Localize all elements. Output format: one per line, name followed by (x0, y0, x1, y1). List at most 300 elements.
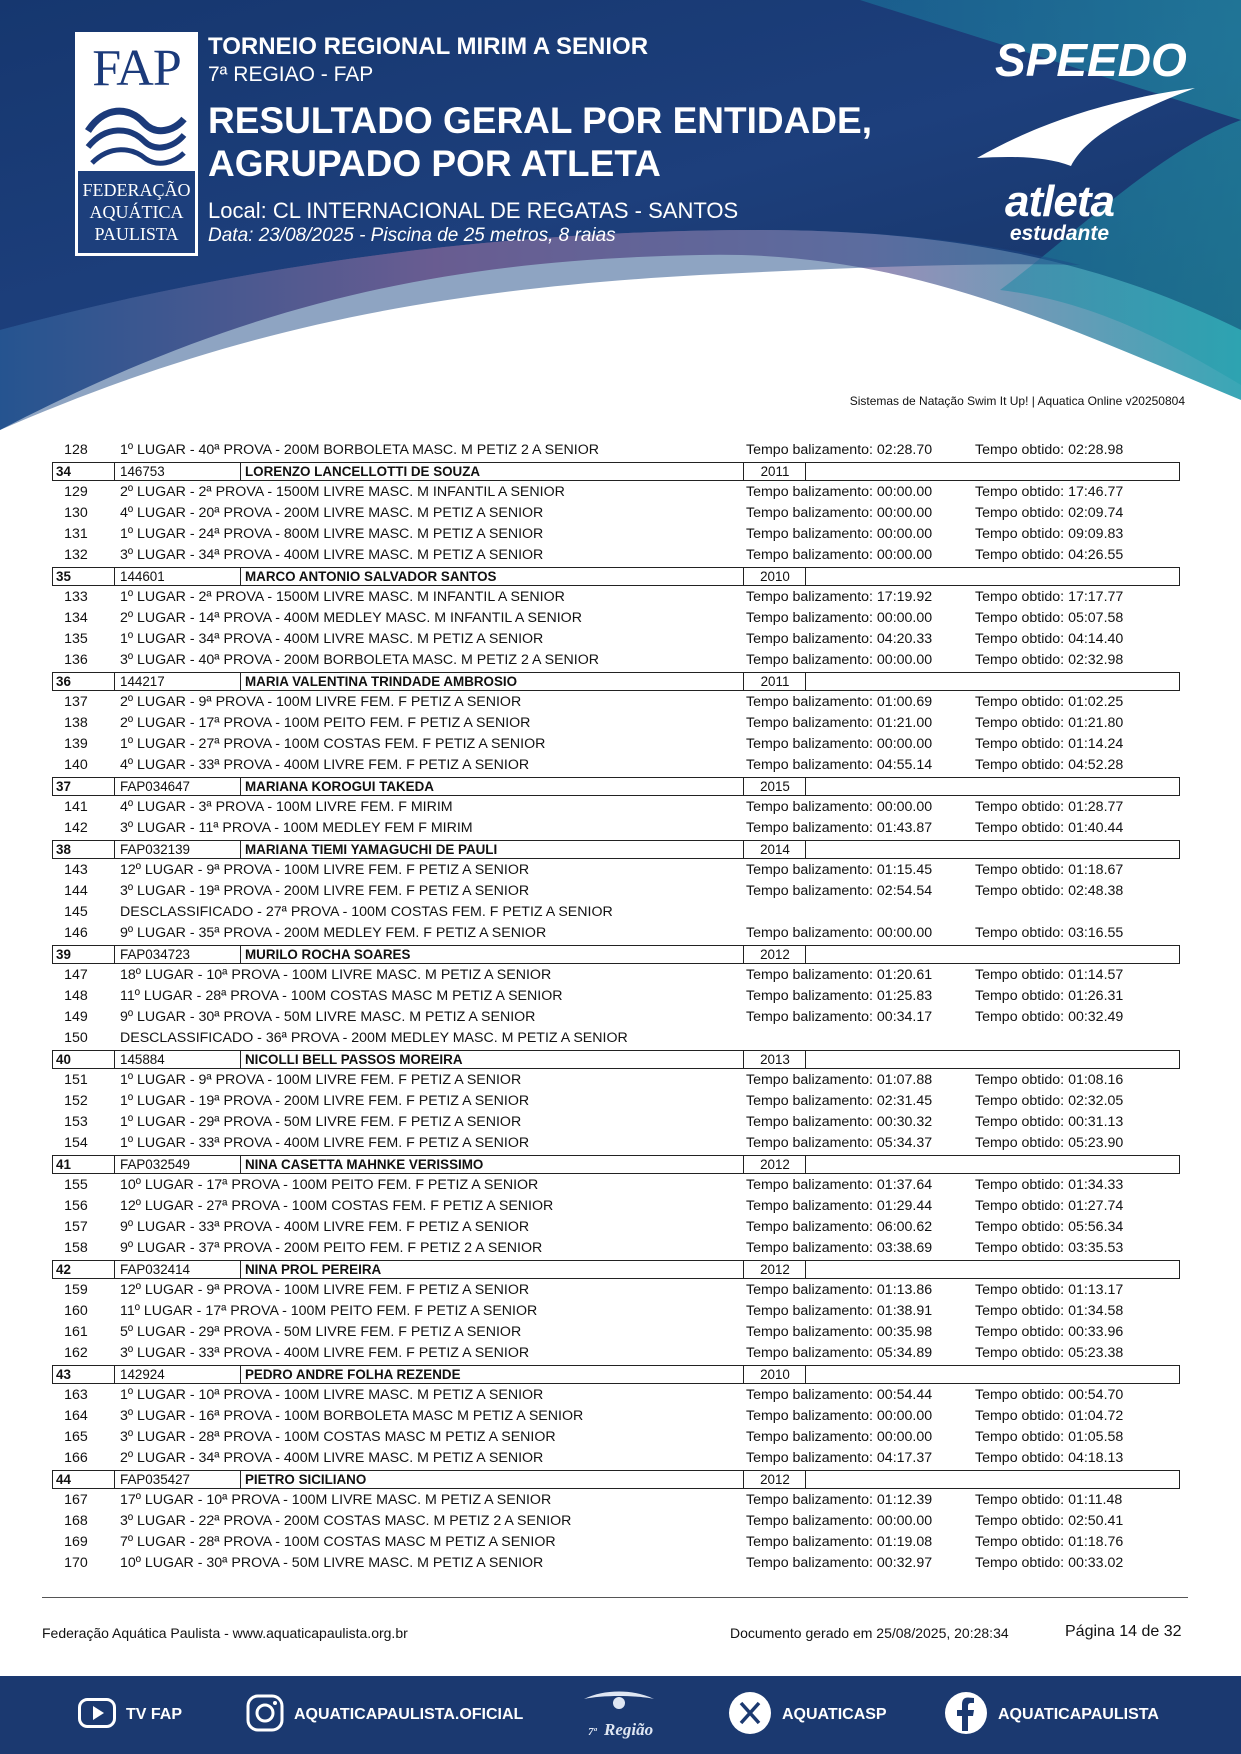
result-row (52, 1112, 1180, 1133)
result-description: 3º LUGAR - 34ª PROVA - 400M LIVRE MASC. M PETIZ A SENIOR (120, 547, 544, 563)
athlete-birth-year: 2014 (745, 841, 806, 858)
result-index: 157 (64, 1219, 88, 1235)
final-time: Tempo obtido: 01:13.17 (975, 1282, 1124, 1298)
athlete-birth-year: 2012 (745, 1156, 806, 1173)
final-time: Tempo obtido: 00:54.70 (975, 1387, 1124, 1403)
result-index: 154 (64, 1135, 88, 1151)
result-index: 167 (64, 1492, 88, 1508)
athlete-number: 34 (56, 463, 115, 480)
athlete-birth-year: 2015 (745, 778, 806, 795)
seed-time: Tempo balizamento: 02:31.45 (746, 1093, 933, 1109)
athlete-name: MURILO ROCHA SOARES (242, 946, 744, 963)
final-time: Tempo obtido: 05:23.90 (975, 1135, 1124, 1151)
result-index: 158 (64, 1240, 88, 1256)
result-index: 153 (64, 1114, 88, 1130)
athlete-header-row (52, 777, 1180, 796)
result-row (52, 1490, 1180, 1511)
fap-waves-icon (84, 101, 189, 171)
result-description: 3º LUGAR - 11ª PROVA - 100M MEDLEY FEM F MIRIM (120, 820, 473, 836)
athlete-registration: 142924 (116, 1366, 241, 1383)
result-description: 1º LUGAR - 19ª PROVA - 200M LIVRE FEM. F PETIZ A SENIOR (120, 1093, 530, 1109)
athlete-name: NICOLLI BELL PASSOS MOREIRA (242, 1051, 744, 1068)
athlete-name: PIETRO SICILIANO (242, 1471, 744, 1488)
result-index: 161 (64, 1324, 88, 1340)
result-description: 2º LUGAR - 9ª PROVA - 100M LIVRE FEM. F PETIZ A SENIOR (120, 694, 522, 710)
footer-generated: Documento gerado em 25/08/2025, 20:28:34 (730, 1625, 1009, 1641)
result-index: 150 (64, 1030, 88, 1046)
athlete-registration: FAP035427 (116, 1471, 241, 1488)
result-index: 139 (64, 736, 88, 752)
fap-caption-line: FEDERAÇÃO (82, 180, 191, 200)
result-description: 10º LUGAR - 17ª PROVA - 100M PEITO FEM. F PETIZ A SENIOR (120, 1177, 539, 1193)
regiao-prefix: 7ª (588, 1725, 597, 1738)
result-description: 3º LUGAR - 16ª PROVA - 100M BORBOLETA MASC M PETIZ A SENIOR (120, 1408, 584, 1424)
result-row (52, 1322, 1180, 1343)
athlete-number: 43 (56, 1366, 115, 1383)
event-date: Data: 23/08/2025 - Piscina de 25 metros, 8 raias (208, 225, 616, 246)
seed-time: Tempo balizamento: 00:00.00 (746, 1429, 933, 1445)
athlete-number: 37 (56, 778, 115, 795)
result-index: 159 (64, 1282, 88, 1298)
result-description: 2º LUGAR - 14ª PROVA - 400M MEDLEY MASC. M INFANTIL A SENIOR (120, 610, 582, 626)
athlete-registration: 145884 (116, 1051, 241, 1068)
result-index: 136 (64, 652, 88, 668)
result-row (52, 1238, 1180, 1259)
result-description: 1º LUGAR - 40ª PROVA - 200M BORBOLETA MASC. M PETIZ 2 A SENIOR (120, 442, 600, 458)
seed-time: Tempo balizamento: 00:34.17 (746, 1009, 933, 1025)
result-row (52, 1280, 1180, 1301)
final-time: Tempo obtido: 01:26.31 (975, 988, 1124, 1004)
athlete-birth-year: 2010 (745, 568, 806, 585)
result-description: 1º LUGAR - 29ª PROVA - 50M LIVRE FEM. F PETIZ A SENIOR (120, 1114, 522, 1130)
athlete-number: 35 (56, 568, 115, 585)
result-row (52, 755, 1180, 776)
result-description: 3º LUGAR - 28ª PROVA - 100M COSTAS MASC M PETIZ A SENIOR (120, 1429, 556, 1445)
result-row (52, 503, 1180, 524)
final-time: Tempo obtido: 04:14.40 (975, 631, 1124, 647)
result-index: 152 (64, 1093, 88, 1109)
seed-time: Tempo balizamento: 00:00.00 (746, 799, 933, 815)
final-time: Tempo obtido: 01:34.33 (975, 1177, 1124, 1193)
social-instagram[interactable] (246, 1676, 523, 1754)
final-time: Tempo obtido: 17:46.77 (975, 484, 1124, 500)
result-description: 11º LUGAR - 17ª PROVA - 100M PEITO FEM. F PETIZ A SENIOR (120, 1303, 538, 1319)
final-time: Tempo obtido: 00:33.02 (975, 1555, 1124, 1571)
result-description: 17º LUGAR - 10ª PROVA - 100M LIVRE MASC. M PETIZ A SENIOR (120, 1492, 552, 1508)
result-description: 12º LUGAR - 9ª PROVA - 100M LIVRE FEM. F PETIZ A SENIOR (120, 1282, 530, 1298)
final-time: Tempo obtido: 05:07.58 (975, 610, 1124, 626)
seed-time: Tempo balizamento: 04:20.33 (746, 631, 933, 647)
result-description: 1º LUGAR - 2ª PROVA - 1500M LIVRE MASC. M INFANTIL A SENIOR (120, 589, 565, 605)
result-row (52, 713, 1180, 734)
result-row (52, 1427, 1180, 1448)
final-time: Tempo obtido: 02:48.38 (975, 883, 1124, 899)
final-time: Tempo obtido: 01:34.58 (975, 1303, 1124, 1319)
fap-logo-caption (78, 179, 195, 245)
result-row (52, 1406, 1180, 1427)
final-time: Tempo obtido: 01:14.57 (975, 967, 1124, 983)
result-description: 10º LUGAR - 30ª PROVA - 50M LIVRE MASC. M PETIZ A SENIOR (120, 1555, 544, 1571)
result-row (52, 629, 1180, 650)
seed-time: Tempo balizamento: 00:00.00 (746, 547, 933, 563)
athlete-registration: FAP032414 (116, 1261, 241, 1278)
final-time: Tempo obtido: 02:32.98 (975, 652, 1124, 668)
result-description: 11º LUGAR - 28ª PROVA - 100M COSTAS MASC M PETIZ A SENIOR (120, 988, 563, 1004)
seed-time: Tempo balizamento: 02:54.54 (746, 883, 933, 899)
result-row (52, 1301, 1180, 1322)
result-index: 162 (64, 1345, 88, 1361)
seed-time: Tempo balizamento: 17:19.92 (746, 589, 933, 605)
result-row (52, 1343, 1180, 1364)
result-description: 4º LUGAR - 3ª PROVA - 100M LIVRE FEM. F MIRIM (120, 799, 453, 815)
page-number: Página 14 de 32 (1065, 1623, 1182, 1640)
speedo-boomerang-icon (977, 88, 1195, 166)
result-index: 131 (64, 526, 88, 542)
seed-time: Tempo balizamento: 00:00.00 (746, 526, 933, 542)
result-row (52, 650, 1180, 671)
athlete-number: 36 (56, 673, 115, 690)
seed-time: Tempo balizamento: 01:12.39 (746, 1492, 933, 1508)
result-index: 160 (64, 1303, 88, 1319)
result-row (52, 1511, 1180, 1532)
result-index: 151 (64, 1072, 88, 1088)
result-description: 3º LUGAR - 40ª PROVA - 200M BORBOLETA MASC. M PETIZ 2 A SENIOR (120, 652, 600, 668)
result-index: 129 (64, 484, 88, 500)
athlete-name: MARIA VALENTINA TRINDADE AMBROSIO (242, 673, 744, 690)
result-row (52, 1385, 1180, 1406)
result-index: 138 (64, 715, 88, 731)
youtube-icon (78, 1698, 116, 1733)
fap-logo-letters: FAP (92, 40, 181, 97)
final-time: Tempo obtido: 05:56.34 (975, 1219, 1124, 1235)
athlete-header-row (52, 945, 1180, 964)
athlete-birth-year: 2011 (745, 673, 806, 690)
result-row (52, 1175, 1180, 1196)
result-index: 148 (64, 988, 88, 1004)
seed-time: Tempo balizamento: 03:38.69 (746, 1240, 933, 1256)
final-time: Tempo obtido: 00:32.49 (975, 1009, 1124, 1025)
result-index: 132 (64, 547, 88, 563)
seed-time: Tempo balizamento: 00:00.00 (746, 505, 933, 521)
result-description: 1º LUGAR - 34ª PROVA - 400M LIVRE MASC. M PETIZ A SENIOR (120, 631, 544, 647)
result-description: 1º LUGAR - 27ª PROVA - 100M COSTAS FEM. F PETIZ A SENIOR (120, 736, 546, 752)
seed-time: Tempo balizamento: 01:38.91 (746, 1303, 933, 1319)
final-time: Tempo obtido: 01:28.77 (975, 799, 1124, 815)
final-time: Tempo obtido: 05:23.38 (975, 1345, 1124, 1361)
athlete-name: NINA PROL PEREIRA (242, 1261, 744, 1278)
seed-time: Tempo balizamento: 00:00.00 (746, 1513, 933, 1529)
seed-time: Tempo balizamento: 04:55.14 (746, 757, 933, 773)
report-title-line1: RESULTADO GERAL POR ENTIDADE, (208, 100, 872, 141)
result-row (52, 797, 1180, 818)
athlete-birth-year: 2012 (745, 1471, 806, 1488)
athlete-registration: FAP034723 (116, 946, 241, 963)
result-row (52, 1448, 1180, 1469)
result-index: 141 (64, 799, 88, 815)
final-time: Tempo obtido: 02:28.98 (975, 442, 1124, 458)
x-icon (728, 1691, 772, 1740)
result-index: 128 (64, 442, 88, 458)
final-time: Tempo obtido: 00:31.13 (975, 1114, 1124, 1130)
result-description: 9º LUGAR - 37ª PROVA - 200M PEITO FEM. F PETIZ 2 A SENIOR (120, 1240, 543, 1256)
result-index: 155 (64, 1177, 88, 1193)
final-time: Tempo obtido: 02:32.05 (975, 1093, 1124, 1109)
social-label: AQUATICAPAULISTA (998, 1706, 1159, 1723)
footer-federation: Federação Aquática Paulista - www.aquaticapaulista.org.br (42, 1625, 408, 1641)
final-time: Tempo obtido: 01:02.25 (975, 694, 1124, 710)
result-row (52, 923, 1180, 944)
seed-time: Tempo balizamento: 05:34.89 (746, 1345, 933, 1361)
result-description: DESCLASSIFICADO - 27ª PROVA - 100M COSTAS FEM. F PETIZ A SENIOR (120, 904, 613, 920)
athlete-header-row (52, 672, 1180, 691)
seed-time: Tempo balizamento: 01:20.61 (746, 967, 933, 983)
athlete-name: NINA CASETTA MAHNKE VERISSIMO (242, 1156, 744, 1173)
event-title: TORNEIO REGIONAL MIRIM A SENIOR (208, 33, 649, 60)
seed-time: Tempo balizamento: 00:00.00 (746, 925, 933, 941)
result-index: 130 (64, 505, 88, 521)
seed-time: Tempo balizamento: 00:30.32 (746, 1114, 933, 1130)
social-label: AQUATICAPAULISTA.OFICIAL (294, 1706, 524, 1723)
seed-time: Tempo balizamento: 01:43.87 (746, 820, 933, 836)
regiao-logo-icon (574, 1685, 664, 1746)
result-row (52, 482, 1180, 503)
result-row (52, 1133, 1180, 1154)
seed-time: Tempo balizamento: 01:37.64 (746, 1177, 933, 1193)
result-description: 12º LUGAR - 9ª PROVA - 100M LIVRE FEM. F PETIZ A SENIOR (120, 862, 530, 878)
athlete-header-row (52, 567, 1180, 586)
result-description: DESCLASSIFICADO - 36ª PROVA - 200M MEDLEY MASC. M PETIZ A SENIOR (120, 1030, 628, 1046)
result-row (52, 587, 1180, 608)
athlete-header-row (52, 1155, 1180, 1174)
result-index: 143 (64, 862, 88, 878)
athlete-number: 39 (56, 946, 115, 963)
final-time: Tempo obtido: 02:09.74 (975, 505, 1124, 521)
result-description: 3º LUGAR - 22ª PROVA - 200M COSTAS MASC. M PETIZ 2 A SENIOR (120, 1513, 572, 1529)
facebook-icon (944, 1691, 988, 1740)
final-time: Tempo obtido: 01:21.80 (975, 715, 1124, 731)
result-index: 149 (64, 1009, 88, 1025)
final-time: Tempo obtido: 01:08.16 (975, 1072, 1124, 1088)
athlete-registration: 144217 (116, 673, 241, 690)
social-regiao (574, 1676, 674, 1754)
regiao-label: Região (604, 1719, 654, 1739)
athlete-header-row (52, 1050, 1180, 1069)
footer-divider (42, 1597, 1188, 1598)
fap-caption-line: AQUÁTICA (89, 202, 184, 222)
seed-time: Tempo balizamento: 00:00.00 (746, 484, 933, 500)
athlete-birth-year: 2010 (745, 1366, 806, 1383)
seed-time: Tempo balizamento: 00:00.00 (746, 736, 933, 752)
athlete-name: MARIANA TIEMI YAMAGUCHI DE PAULI (242, 841, 744, 858)
final-time: Tempo obtido: 01:18.76 (975, 1534, 1124, 1550)
athlete-registration: FAP034647 (116, 778, 241, 795)
final-time: Tempo obtido: 01:05.58 (975, 1429, 1124, 1445)
final-time: Tempo obtido: 03:35.53 (975, 1240, 1124, 1256)
atleta-wordmark: atleta (1005, 177, 1114, 226)
result-row (52, 860, 1180, 881)
results-table (52, 440, 1180, 1574)
result-index: 156 (64, 1198, 88, 1214)
final-time: Tempo obtido: 04:18.13 (975, 1450, 1124, 1466)
fap-logo (75, 32, 198, 256)
athlete-header-row (52, 1470, 1180, 1489)
final-time: Tempo obtido: 01:11.48 (975, 1492, 1123, 1508)
seed-time: Tempo balizamento: 00:32.97 (746, 1555, 933, 1571)
result-description: 2º LUGAR - 17ª PROVA - 100M PEITO FEM. F PETIZ A SENIOR (120, 715, 531, 731)
final-time: Tempo obtido: 01:27.74 (975, 1198, 1124, 1214)
athlete-birth-year: 2013 (745, 1051, 806, 1068)
result-index: 133 (64, 589, 88, 605)
athlete-name: LORENZO LANCELLOTTI DE SOUZA (242, 463, 744, 480)
result-row (52, 1553, 1180, 1574)
atleta-estudante-logo (1005, 177, 1114, 245)
athlete-registration: 146753 (116, 463, 241, 480)
athlete-header-row (52, 462, 1180, 481)
result-row (52, 734, 1180, 755)
final-time: Tempo obtido: 01:14.24 (975, 736, 1124, 752)
seed-time: Tempo balizamento: 05:34.37 (746, 1135, 933, 1151)
result-index: 170 (64, 1555, 88, 1571)
event-location: Local: CL INTERNACIONAL DE REGATAS - SANTOS (208, 198, 739, 223)
final-time: Tempo obtido: 02:50.41 (975, 1513, 1124, 1529)
social-x[interactable] (728, 1676, 887, 1754)
result-index: 135 (64, 631, 88, 647)
athlete-header-row (52, 840, 1180, 859)
seed-time: Tempo balizamento: 01:15.45 (746, 862, 933, 878)
social-label: AQUATICASP (782, 1706, 887, 1723)
seed-time: Tempo balizamento: 02:28.70 (746, 442, 933, 458)
result-index: 166 (64, 1450, 88, 1466)
result-row (52, 1091, 1180, 1112)
seed-time: Tempo balizamento: 01:07.88 (746, 1072, 933, 1088)
result-index: 137 (64, 694, 88, 710)
athlete-number: 38 (56, 841, 115, 858)
result-description: 7º LUGAR - 28ª PROVA - 100M COSTAS MASC M PETIZ A SENIOR (120, 1534, 556, 1550)
final-time: Tempo obtido: 04:52.28 (975, 757, 1124, 773)
seed-time: Tempo balizamento: 01:00.69 (746, 694, 933, 710)
estudante-wordmark: estudante (1009, 222, 1110, 245)
social-facebook[interactable] (944, 1676, 1159, 1754)
athlete-name: MARCO ANTONIO SALVADOR SANTOS (242, 568, 744, 585)
result-row (52, 524, 1180, 545)
seed-time: Tempo balizamento: 04:17.37 (746, 1450, 933, 1466)
result-index: 146 (64, 925, 88, 941)
result-description: 3º LUGAR - 33ª PROVA - 400M LIVRE FEM. F PETIZ A SENIOR (120, 1345, 530, 1361)
system-version: Sistemas de Natação Swim It Up! | Aquatica Online v20250804 (849, 394, 1185, 408)
athlete-registration: FAP032139 (116, 841, 241, 858)
athlete-number: 42 (56, 1261, 115, 1278)
athlete-number: 41 (56, 1156, 115, 1173)
result-row (52, 986, 1180, 1007)
result-row (52, 902, 1180, 923)
athlete-registration: 144601 (116, 568, 241, 585)
athlete-number: 40 (56, 1051, 115, 1068)
athlete-birth-year: 2012 (745, 946, 806, 963)
seed-time: Tempo balizamento: 00:00.00 (746, 1408, 933, 1424)
result-row (52, 608, 1180, 629)
seed-time: Tempo balizamento: 01:21.00 (746, 715, 933, 731)
result-index: 142 (64, 820, 88, 836)
result-index: 163 (64, 1387, 88, 1403)
result-description: 12º LUGAR - 27ª PROVA - 100M COSTAS FEM. F PETIZ A SENIOR (120, 1198, 554, 1214)
event-region: 7ª REGIAO - FAP (208, 63, 374, 86)
result-row (52, 545, 1180, 566)
result-description: 9º LUGAR - 33ª PROVA - 400M LIVRE FEM. F PETIZ A SENIOR (120, 1219, 530, 1235)
final-time: Tempo obtido: 01:04.72 (975, 1408, 1124, 1424)
fap-caption-line: PAULISTA (94, 224, 179, 244)
result-description: 4º LUGAR - 20ª PROVA - 200M LIVRE MASC. M PETIZ A SENIOR (120, 505, 544, 521)
athlete-name: MARIANA KOROGUI TAKEDA (242, 778, 744, 795)
final-time: Tempo obtido: 04:26.55 (975, 547, 1124, 563)
seed-time: Tempo balizamento: 01:19.08 (746, 1534, 933, 1550)
result-row (52, 1196, 1180, 1217)
seed-time: Tempo balizamento: 01:25.83 (746, 988, 933, 1004)
result-row (52, 1070, 1180, 1091)
result-description: 1º LUGAR - 9ª PROVA - 100M LIVRE FEM. F PETIZ A SENIOR (120, 1072, 522, 1088)
report-title-line2: AGRUPADO POR ATLETA (208, 143, 661, 184)
final-time: Tempo obtido: 03:16.55 (975, 925, 1124, 941)
seed-time: Tempo balizamento: 00:00.00 (746, 610, 933, 626)
final-time: Tempo obtido: 00:33.96 (975, 1324, 1124, 1340)
result-row (52, 1532, 1180, 1553)
final-time: Tempo obtido: 17:17.77 (975, 589, 1124, 605)
result-description: 18º LUGAR - 10ª PROVA - 100M LIVRE MASC. M PETIZ A SENIOR (120, 967, 552, 983)
result-description: 9º LUGAR - 30ª PROVA - 50M LIVRE MASC. M PETIZ A SENIOR (120, 1009, 536, 1025)
final-time: Tempo obtido: 09:09.83 (975, 526, 1124, 542)
athlete-name: PEDRO ANDRE FOLHA REZENDE (242, 1366, 744, 1383)
result-row (52, 1007, 1180, 1028)
seed-time: Tempo balizamento: 00:00.00 (746, 652, 933, 668)
athlete-header-row (52, 1365, 1180, 1384)
result-row (52, 1028, 1180, 1049)
result-description: 4º LUGAR - 33ª PROVA - 400M LIVRE FEM. F PETIZ A SENIOR (120, 757, 530, 773)
social-tv-fap[interactable] (78, 1676, 182, 1754)
result-description: 3º LUGAR - 19ª PROVA - 200M LIVRE FEM. F PETIZ A SENIOR (120, 883, 530, 899)
result-row (52, 692, 1180, 713)
athlete-birth-year: 2011 (745, 463, 806, 480)
result-row (52, 881, 1180, 902)
seed-time: Tempo balizamento: 06:00.62 (746, 1219, 933, 1235)
result-description: 2º LUGAR - 2ª PROVA - 1500M LIVRE MASC. M INFANTIL A SENIOR (120, 484, 565, 500)
result-index: 164 (64, 1408, 88, 1424)
seed-time: Tempo balizamento: 00:54.44 (746, 1387, 933, 1403)
result-row (52, 440, 1180, 461)
result-row (52, 965, 1180, 986)
result-description: 1º LUGAR - 33ª PROVA - 400M LIVRE FEM. F PETIZ A SENIOR (120, 1135, 530, 1151)
result-description: 5º LUGAR - 29ª PROVA - 50M LIVRE FEM. F PETIZ A SENIOR (120, 1324, 522, 1340)
result-index: 145 (64, 904, 88, 920)
athlete-number: 44 (56, 1471, 115, 1488)
result-description: 1º LUGAR - 10ª PROVA - 100M LIVRE MASC. M PETIZ A SENIOR (120, 1387, 544, 1403)
result-index: 168 (64, 1513, 88, 1529)
result-index: 165 (64, 1429, 88, 1445)
result-description: 9º LUGAR - 35ª PROVA - 200M MEDLEY FEM. F PETIZ A SENIOR (120, 925, 547, 941)
result-description: 1º LUGAR - 24ª PROVA - 800M LIVRE MASC. M PETIZ A SENIOR (120, 526, 544, 542)
final-time: Tempo obtido: 01:40.44 (975, 820, 1124, 836)
athlete-birth-year: 2012 (745, 1261, 806, 1278)
speedo-wordmark: SPEEDO (995, 34, 1187, 86)
instagram-icon (246, 1694, 284, 1737)
result-row (52, 818, 1180, 839)
social-label: TV FAP (126, 1706, 183, 1723)
seed-time: Tempo balizamento: 00:35.98 (746, 1324, 933, 1340)
athlete-registration: FAP032549 (116, 1156, 241, 1173)
seed-time: Tempo balizamento: 01:29.44 (746, 1198, 933, 1214)
result-index: 169 (64, 1534, 88, 1550)
result-description: 2º LUGAR - 34ª PROVA - 400M LIVRE MASC. M PETIZ A SENIOR (120, 1450, 544, 1466)
result-index: 147 (64, 967, 88, 983)
result-row (52, 1217, 1180, 1238)
